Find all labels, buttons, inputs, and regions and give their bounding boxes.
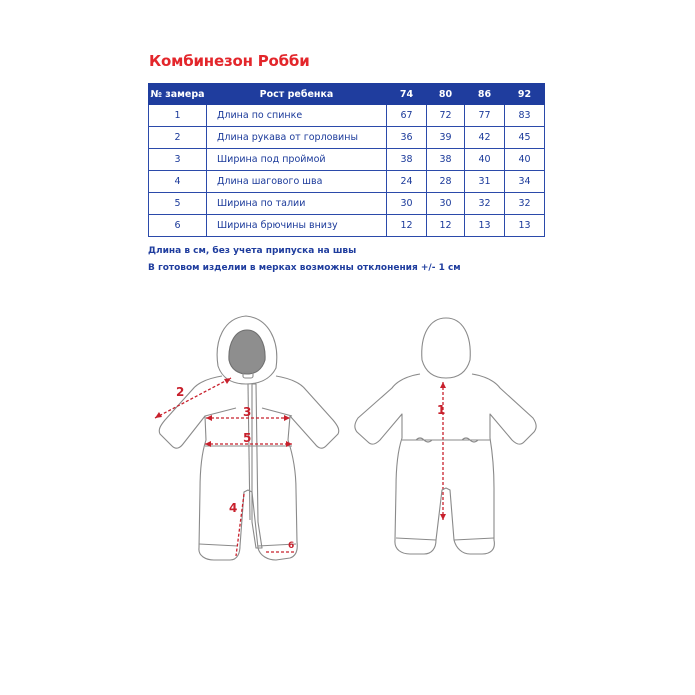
measure-name: Длина рукава от горловины xyxy=(207,127,387,149)
marker-6: 6 xyxy=(288,541,295,551)
value-cell: 67 xyxy=(387,105,427,127)
marker-2: 2 xyxy=(176,385,185,399)
measurement-lines xyxy=(155,378,446,556)
value-cell: 12 xyxy=(387,215,427,237)
marker-5: 5 xyxy=(243,431,252,445)
value-cell: 83 xyxy=(505,105,545,127)
back-right-cuff xyxy=(454,538,494,540)
header-size-92: 92 xyxy=(505,84,545,105)
header-child-height: Рост ребенка xyxy=(207,84,387,105)
back-view xyxy=(355,318,536,554)
marker-4: 4 xyxy=(229,501,238,515)
value-cell: 38 xyxy=(387,149,427,171)
value-cell: 40 xyxy=(505,149,545,171)
value-cell: 30 xyxy=(387,193,427,215)
value-cell: 31 xyxy=(465,171,505,193)
measure-number: 2 xyxy=(149,127,207,149)
front-hood-opening xyxy=(229,330,265,374)
back-hood-outline xyxy=(422,318,471,378)
header-size-80: 80 xyxy=(427,84,465,105)
measure-number: 1 xyxy=(149,105,207,127)
measure-number: 4 xyxy=(149,171,207,193)
header-size-86: 86 xyxy=(465,84,505,105)
value-cell: 13 xyxy=(465,215,505,237)
front-yoke-right xyxy=(262,408,292,416)
note-tolerance: В готовом изделии в мерках возможны отклонения +/- 1 см xyxy=(148,263,461,273)
value-cell: 40 xyxy=(465,149,505,171)
front-placket xyxy=(252,384,262,548)
measure-name: Ширина брючины внизу xyxy=(207,215,387,237)
value-cell: 30 xyxy=(427,193,465,215)
page-title: Комбинезон Робби xyxy=(149,52,310,70)
value-cell: 39 xyxy=(427,127,465,149)
back-left-cuff xyxy=(396,538,436,540)
measure-number: 3 xyxy=(149,149,207,171)
value-cell: 34 xyxy=(505,171,545,193)
back-body-outline xyxy=(355,374,536,554)
value-cell: 13 xyxy=(505,215,545,237)
front-left-cuff xyxy=(199,544,238,546)
measure-name: Длина шагового шва xyxy=(207,171,387,193)
marker-3: 3 xyxy=(243,405,252,419)
front-yoke-left xyxy=(205,408,236,416)
measure-number: 5 xyxy=(149,193,207,215)
value-cell: 38 xyxy=(427,149,465,171)
measure-name: Ширина по талии xyxy=(207,193,387,215)
value-cell: 72 xyxy=(427,105,465,127)
measurement-labels xyxy=(176,385,445,551)
value-cell: 32 xyxy=(465,193,505,215)
measure-name: Ширина под проймой xyxy=(207,149,387,171)
header-measure-number: № замера xyxy=(149,84,207,105)
measurement-arrows xyxy=(155,378,446,520)
header-size-74: 74 xyxy=(387,84,427,105)
value-cell: 28 xyxy=(427,171,465,193)
value-cell: 36 xyxy=(387,127,427,149)
measure-number: 6 xyxy=(149,215,207,237)
value-cell: 45 xyxy=(505,127,545,149)
value-cell: 24 xyxy=(387,171,427,193)
value-cell: 77 xyxy=(465,105,505,127)
value-cell: 32 xyxy=(505,193,545,215)
value-cell: 12 xyxy=(427,215,465,237)
measure-name: Длина по спинке xyxy=(207,105,387,127)
note-seam-allowance: Длина в см, без учета припуска на швы xyxy=(148,246,357,256)
value-cell: 42 xyxy=(465,127,505,149)
marker-1: 1 xyxy=(437,403,446,417)
